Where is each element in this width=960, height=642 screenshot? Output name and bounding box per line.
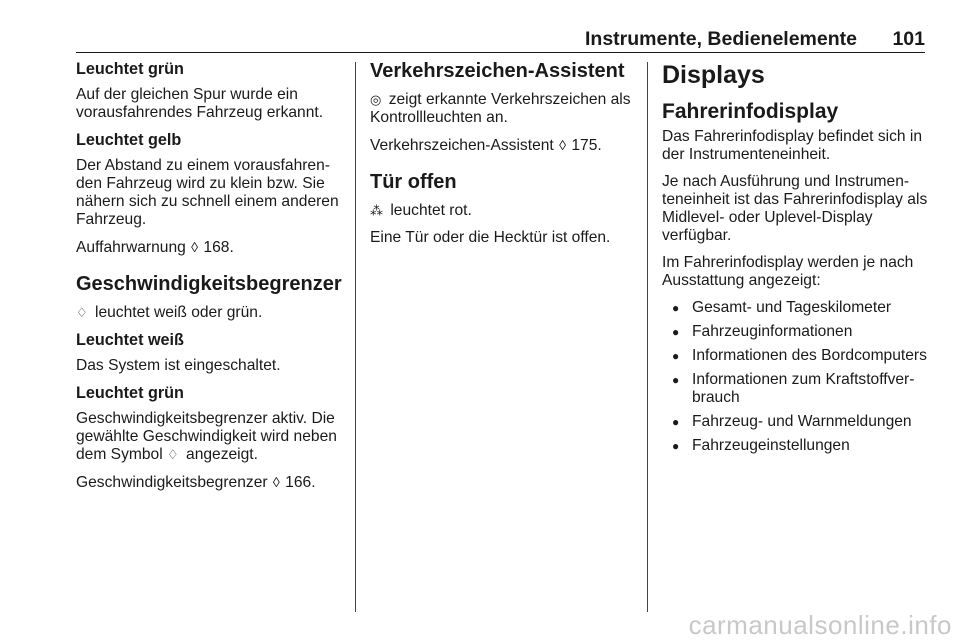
paragraph: Das Fahrerinfodisplay befindet sich in der Instrumenteneinheit. <box>662 128 923 163</box>
paragraph-text: leuchtet rot. <box>390 202 472 219</box>
column-right <box>662 60 930 461</box>
paragraph <box>76 410 344 464</box>
xref-text: Geschwindigkeitsbegrenzer <box>76 474 268 491</box>
cross-reference-arrow-icon: ◊ <box>559 137 567 153</box>
list-item: ● Gesamt- und Tageskilometer <box>662 299 930 317</box>
heading-fahrerinfodisplay: Fahrerinfodisplay <box>662 100 839 123</box>
paragraph: Eine Tür oder die Hecktür ist offen. <box>370 229 611 246</box>
watermark: carmanualsonline.info <box>688 610 952 640</box>
cross-reference <box>370 136 636 155</box>
paragraph <box>370 91 636 127</box>
heading-displays: Displays <box>662 61 765 89</box>
cross-reference <box>76 473 344 492</box>
xref-page[interactable]: 175. <box>571 137 602 154</box>
paragraph <box>76 304 344 322</box>
list-item: ● Informationen zum Kraftstoffverbrauch <box>662 371 930 407</box>
cross-reference-arrow-icon: ◊ <box>191 239 199 255</box>
xref-page[interactable]: 166. <box>285 474 316 491</box>
paragraph-text: Geschwindigkeitsbegrenzer aktiv. Die gewählte Geschwindigkeit wird neben dem Symbol <box>76 410 337 463</box>
bullet-list <box>662 299 930 455</box>
paragraph-text: leuchtet weiß oder grün. <box>95 304 263 321</box>
paragraph: Der Abstand zu einem vorausfahrenden Fahrzeug wird zu klein bzw. Sie nähern sich zu schnell einem anderen Fahrzeug. <box>76 157 339 228</box>
paragraph: Im Fahrerinfodisplay werden je nach Ausstattung angezeigt: <box>662 254 914 289</box>
paragraph-text: zeigt erkannte Verkehrszeichen als Kontrollleuchten an. <box>370 91 631 126</box>
column-left <box>76 60 344 501</box>
paragraph <box>370 202 636 220</box>
list-item: ● Informationen des Bordcomputers <box>662 347 930 365</box>
speed-limiter-icon: ♢ <box>167 447 179 462</box>
paragraph: Das System ist eingeschaltet. <box>76 357 281 374</box>
page-header <box>76 26 925 53</box>
door-open-icon: ⁂ <box>370 203 383 218</box>
heading-leuchtet-weiss: Leuchtet weiß <box>76 331 184 349</box>
cross-reference-arrow-icon: ◊ <box>272 474 280 490</box>
xref-page[interactable]: 168. <box>203 239 234 256</box>
column-middle <box>370 60 636 256</box>
heading-geschwindigkeitsbegrenzer: Geschwindigkeitsbegrenzer <box>76 273 342 295</box>
paragraph: Je nach Ausführung und Instrumenteneinheit ist das Fahrerinfodisplay als Midlevel- oder Uplevel-Display verfügbar. <box>662 173 928 244</box>
heading-leuchtet-gruen: Leuchtet grün <box>76 60 184 78</box>
heading-verkehrszeichen-assistent: Verkehrszeichen-Assistent <box>370 60 625 82</box>
list-item: ● Fahrzeugeinstellungen <box>662 437 930 455</box>
xref-text: Auffahrwarnung <box>76 239 186 256</box>
heading-leuchtet-gelb: Leuchtet gelb <box>76 131 182 149</box>
xref-text: Verkehrszeichen-Assistent <box>370 137 554 154</box>
column-divider <box>355 62 356 612</box>
heading-tuer-offen: Tür offen <box>370 171 457 193</box>
column-divider <box>647 62 648 612</box>
paragraph-text: angezeigt. <box>186 446 258 463</box>
cross-reference <box>76 238 344 257</box>
list-item: ● Fahrzeuginformationen <box>662 323 930 341</box>
speed-limiter-icon: ♢ <box>76 305 88 320</box>
traffic-sign-icon: ◎ <box>370 92 382 107</box>
page-number: 101 <box>892 28 925 50</box>
list-item: ● Fahrzeug- und Warnmeldungen <box>662 413 930 431</box>
header-title: Instrumente, Bedienelemente <box>585 28 857 50</box>
heading-leuchtet-gruen: Leuchtet grün <box>76 384 184 402</box>
paragraph: Auf der gleichen Spur wurde ein vorausfahrendes Fahrzeug erkannt. <box>76 86 324 121</box>
